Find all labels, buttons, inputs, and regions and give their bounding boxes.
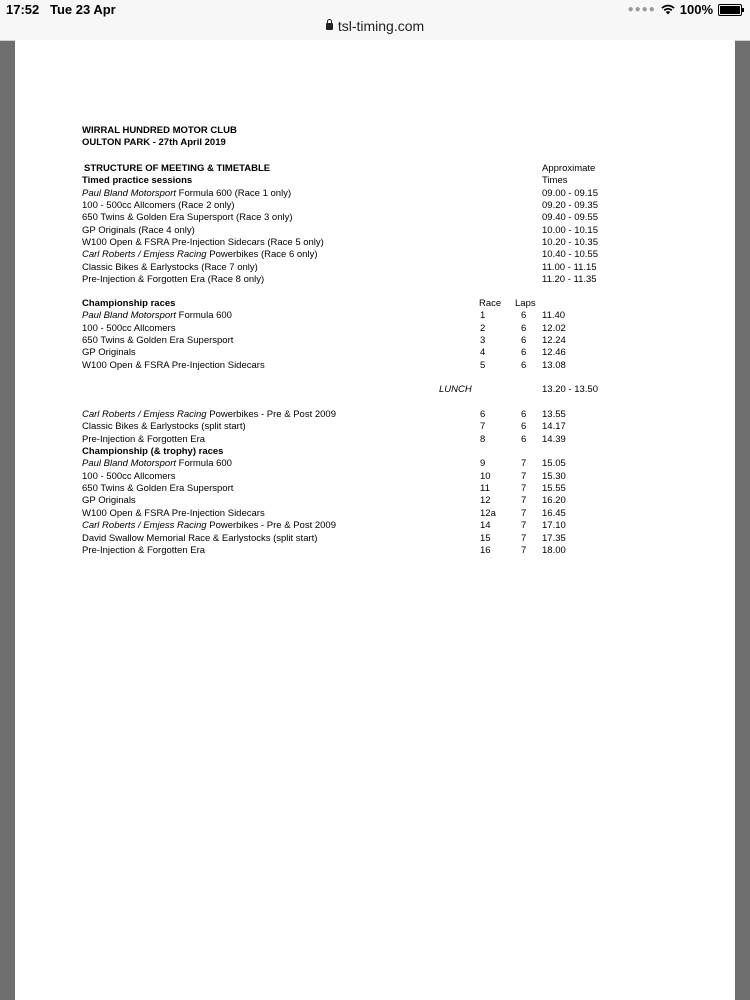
race-number: 6 [480,409,486,420]
event-name: Formula 600 [176,458,232,470]
laps-count: 7 [521,470,527,482]
race-start-time: 15.30 [542,470,566,482]
battery-percent: 100% [679,2,713,17]
laps-count: 6 [521,359,527,371]
laps-count: 6 [521,433,527,445]
lunch-time: 13.20 - 13.50 [542,384,598,395]
event-name: W100 Open & FSRA Pre-Injection Sidecars [82,507,265,519]
sponsor-name: Carl Roberts / Emjess Racing [82,249,207,261]
laps-column-header: Laps [515,298,536,309]
race-start-time: 15.55 [542,483,566,495]
race-event [82,471,175,483]
lock-icon [326,23,333,30]
status-date: Tue 23 Apr [50,2,116,17]
status-time: 17:52 [6,2,40,17]
race-number: 11 [480,483,490,495]
practice-time: 11.20 - 11.35 [542,274,597,286]
race-event [82,335,233,347]
event-name: 650 Twins & Golden Era Supersport [82,335,234,347]
laps-count: 7 [521,458,527,470]
race-start-time: 14.39 [542,433,566,445]
signal-dots-icon: ●●●● [627,4,656,15]
practice-time: 10.00 - 10.15 [542,224,598,236]
race-number: 15 [480,532,491,544]
event-name: 100 - 500cc Allcomers (Race 2 only) [82,200,235,212]
race-start-time: 16.45 [542,507,566,519]
practice-time: 09.00 - 09.15 [542,187,598,199]
practice-session [82,188,291,200]
practice-session [82,274,264,286]
race-start-time: 13.55 [542,409,566,420]
race-start-time: 13.08 [542,359,566,371]
event-name: GP Originals (Race 4 only) [82,224,195,236]
venue-date: OULTON PARK - 27th April 2019 [82,137,226,149]
practice-session [82,249,318,261]
laps-count: 6 [521,421,527,433]
race-event [82,483,233,495]
race-number: 16 [480,544,491,556]
race-event [82,409,336,421]
event-name: Powerbikes (Race 6 only) [206,249,318,261]
event-name: Classic Bikes & Earlystocks (split start) [82,421,246,433]
status-indicators [628,2,742,17]
event-name: Formula 600 [176,310,232,322]
event-name: Powerbikes - Pre & Post 2009 [206,520,336,532]
race-number: 1 [480,310,486,322]
event-name: GP Originals [82,347,136,359]
race-event [82,360,265,372]
race-number: 5 [480,359,486,371]
race-event [82,508,265,520]
laps-count: 6 [521,409,527,420]
event-name: Pre-Injection & Forgotten Era [82,433,206,445]
race-event [82,421,246,433]
race-number: 12a [480,507,496,519]
race-number: 9 [480,458,486,470]
browser-top-bar [0,0,750,41]
race-start-time: 12.24 [542,335,566,347]
race-start-time: 15.05 [542,458,566,470]
event-name: Formula 600 (Race 1 only) [176,187,292,199]
race-start-time: 12.02 [542,322,566,334]
event-name: 100 - 500cc Allcomers [82,322,176,334]
race-event [82,520,336,532]
race-number: 10 [480,470,491,482]
race-start-time: 16.20 [542,495,566,507]
event-name: Powerbikes - Pre & Post 2009 [206,409,336,420]
race-event [82,310,232,322]
laps-count: 6 [521,310,527,322]
race-event [82,545,205,557]
event-name: 650 Twins & Golden Era Supersport [82,483,234,495]
times-label: Times [542,175,568,187]
sponsor-name: Paul Bland Motorsport [82,310,176,322]
event-name: Pre-Injection & Forgotten Era [82,544,206,556]
approximate-label: Approximate [542,163,596,174]
race-number: 4 [480,347,486,359]
practice-session [82,262,258,274]
sponsor-name: Paul Bland Motorsport [82,187,176,199]
race-start-time: 17.10 [542,520,566,532]
practice-heading: Timed practice sessions [82,175,193,187]
practice-session [82,200,235,212]
race-number: 3 [480,335,486,347]
laps-count: 7 [521,532,527,544]
race-start-time: 14.17 [542,421,566,433]
race-event [82,347,136,359]
race-start-time: 17.35 [542,532,566,544]
race-event [82,495,136,507]
practice-session [82,225,195,237]
race-number: 8 [480,433,486,445]
event-name: Pre-Injection & Forgotten Era (Race 8 only) [82,274,265,286]
race-number: 2 [480,322,486,334]
pdf-page [15,40,735,1000]
laps-count: 7 [521,520,527,532]
laps-count: 7 [521,495,527,507]
laps-count: 6 [521,322,527,334]
trophy-heading: Championship (& trophy) races [82,446,224,458]
race-number: 14 [480,520,491,532]
laps-count: 7 [521,483,527,495]
race-event [82,434,205,446]
race-number: 7 [480,421,486,433]
event-name: Classic Bikes & Earlystocks (Race 7 only) [82,261,258,273]
race-event [82,323,175,335]
battery-icon [718,4,742,16]
laps-count: 6 [521,335,527,347]
practice-time: 10.20 - 10.35 [542,237,598,249]
practice-session [82,237,324,249]
laps-count: 7 [521,544,527,556]
race-start-time: 18.00 [542,544,566,556]
race-column-header: Race [479,298,502,309]
event-name: 100 - 500cc Allcomers [82,470,176,482]
laps-count: 6 [521,347,527,359]
race-event [82,533,317,545]
race-start-time: 12.46 [542,347,566,359]
event-name: W100 Open & FSRA Pre-Injection Sidecars (Race 5 only) [82,237,324,249]
address-bar[interactable] [0,18,750,34]
structure-heading: STRUCTURE OF MEETING & TIMETABLE [84,163,271,174]
race-number: 12 [480,495,491,507]
event-name: GP Originals [82,495,136,507]
sponsor-name: Carl Roberts / Emjess Racing [82,520,207,532]
url-text: tsl-timing.com [337,18,425,34]
race-event [82,458,232,470]
wifi-icon [661,4,675,15]
lunch-label: LUNCH [439,384,472,395]
event-name: W100 Open & FSRA Pre-Injection Sidecars [82,359,265,371]
event-name: David Swallow Memorial Race & Earlystocks (split start) [82,532,318,544]
practice-time: 09.20 - 09.35 [542,200,598,212]
laps-count: 7 [521,507,527,519]
practice-session [82,212,293,224]
practice-time: 10.40 - 10.55 [542,249,598,261]
championship-heading: Championship races [82,298,176,309]
practice-time: 09.40 - 09.55 [542,212,598,224]
sponsor-name: Carl Roberts / Emjess Racing [82,409,207,420]
race-start-time: 11.40 [542,310,566,322]
sponsor-name: Paul Bland Motorsport [82,458,176,470]
practice-time: 11.00 - 11.15 [542,261,597,273]
club-title: WIRRAL HUNDRED MOTOR CLUB [82,125,237,136]
event-name: 650 Twins & Golden Era Supersport (Race 3 only) [82,212,293,224]
